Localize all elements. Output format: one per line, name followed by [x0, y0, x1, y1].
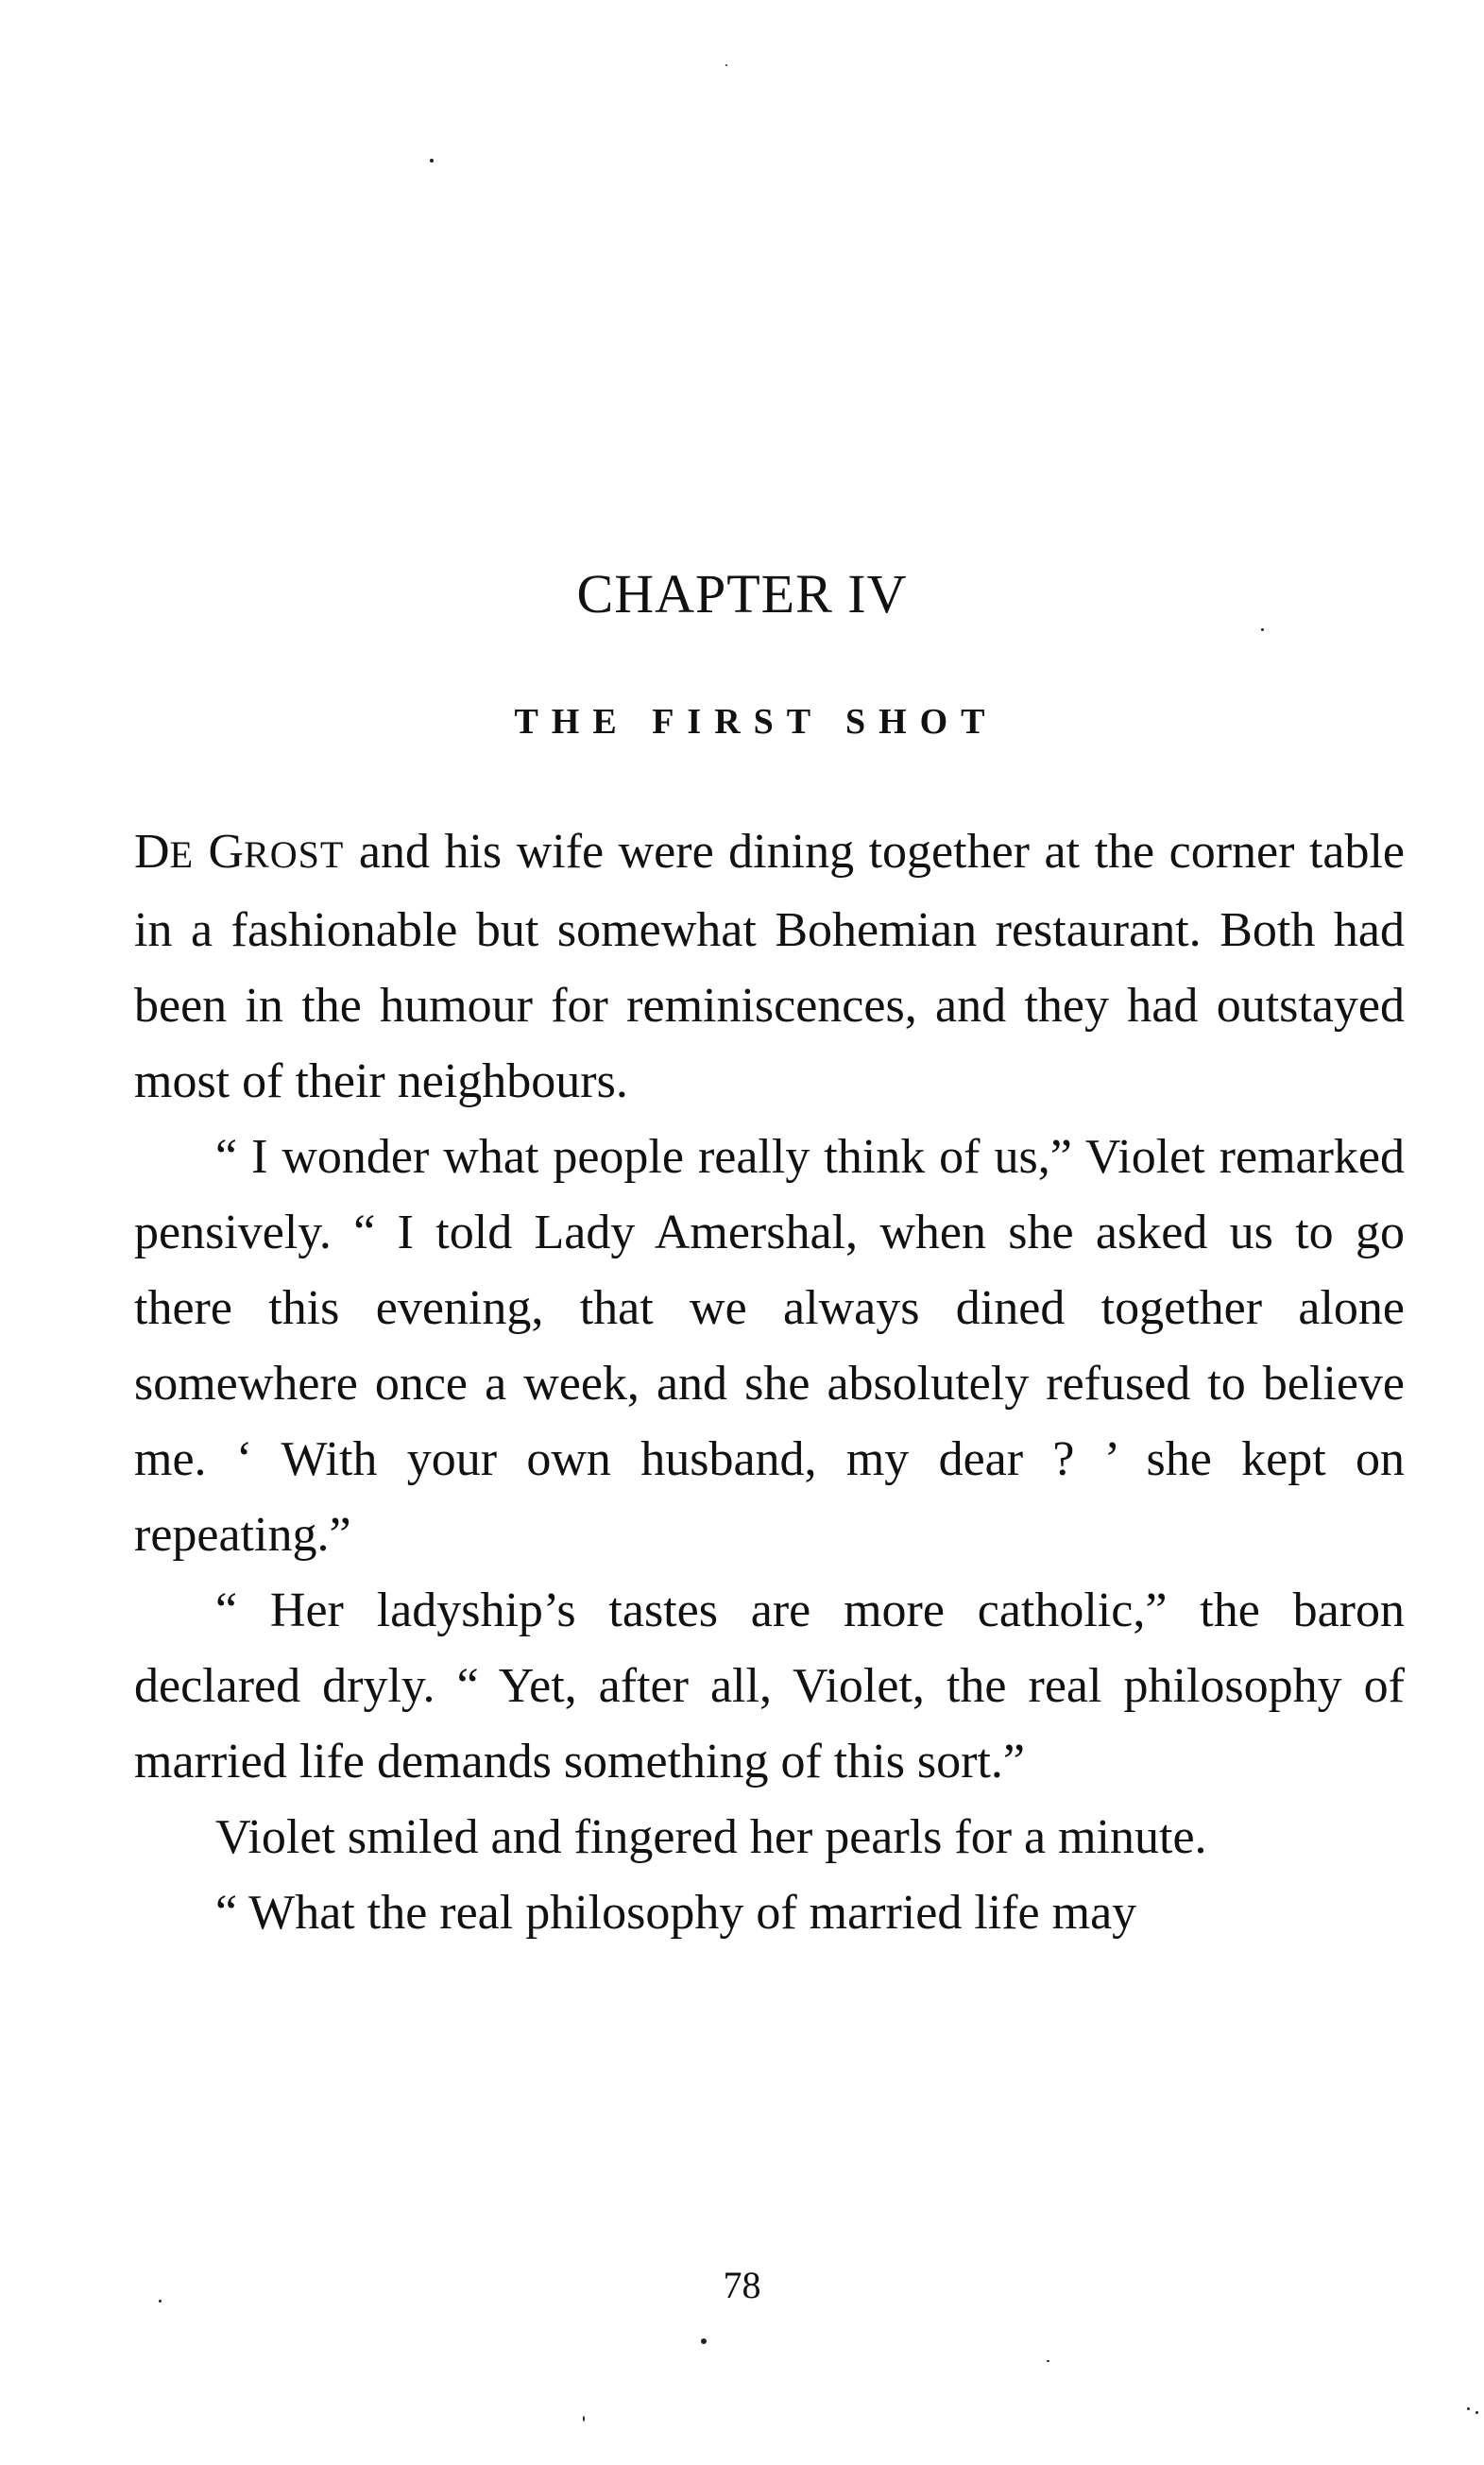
- paragraph-1-text: and his wife were dining together at the corner table in a fashionable but somewhat Bohemian restaurant. Both had been in the humour for reminiscences, and they had outstayed most of their neighbours.: [134, 825, 1405, 1108]
- scan-speck: [583, 2416, 585, 2422]
- name-grost-small-caps: ROST: [244, 833, 345, 876]
- scan-speck: [701, 2338, 707, 2344]
- chapter-subtitle: THE FIRST SHOT: [514, 702, 998, 742]
- name-grost-initial: G: [208, 825, 245, 879]
- chapter-title: CHAPTER IV: [576, 563, 908, 625]
- scan-speck: [1261, 628, 1264, 631]
- scan-speck: [1047, 2360, 1049, 2362]
- paragraph-4: Violet smiled and fingered her pearls for a minute.: [215, 1810, 1207, 1864]
- name-de-initial: D: [134, 825, 170, 879]
- body-text: [134, 814, 1405, 1951]
- paragraph-1: [134, 814, 1405, 1120]
- paragraph-3: “ Her ladyship’s tastes are more catholic,” the baron declared dryly. “ Yet, after all, Violet, the real philosophy of married life demands something of this sort.”: [134, 1583, 1405, 1789]
- scan-speck: [1475, 2411, 1478, 2414]
- paragraph-5: “ What the real philosophy of married life may: [215, 1886, 1137, 1940]
- scan-speck: [430, 159, 434, 163]
- paragraph-2: “ I wonder what people really think of us,” Violet remarked pensively. “ I told Lady Amershal, when she asked us to go there this evening, that we always dined together alone somewhere once a week, and she absolutely refused to believe me. ‘ With your own husband, my dear ? ’ she kept on repeating.”: [134, 1130, 1405, 1562]
- scan-speck: [1467, 2407, 1470, 2410]
- scan-speck: [159, 2300, 162, 2302]
- page-number: 78: [723, 2264, 761, 2306]
- name-de-small-caps: E: [169, 833, 194, 876]
- scan-speck: [725, 64, 727, 66]
